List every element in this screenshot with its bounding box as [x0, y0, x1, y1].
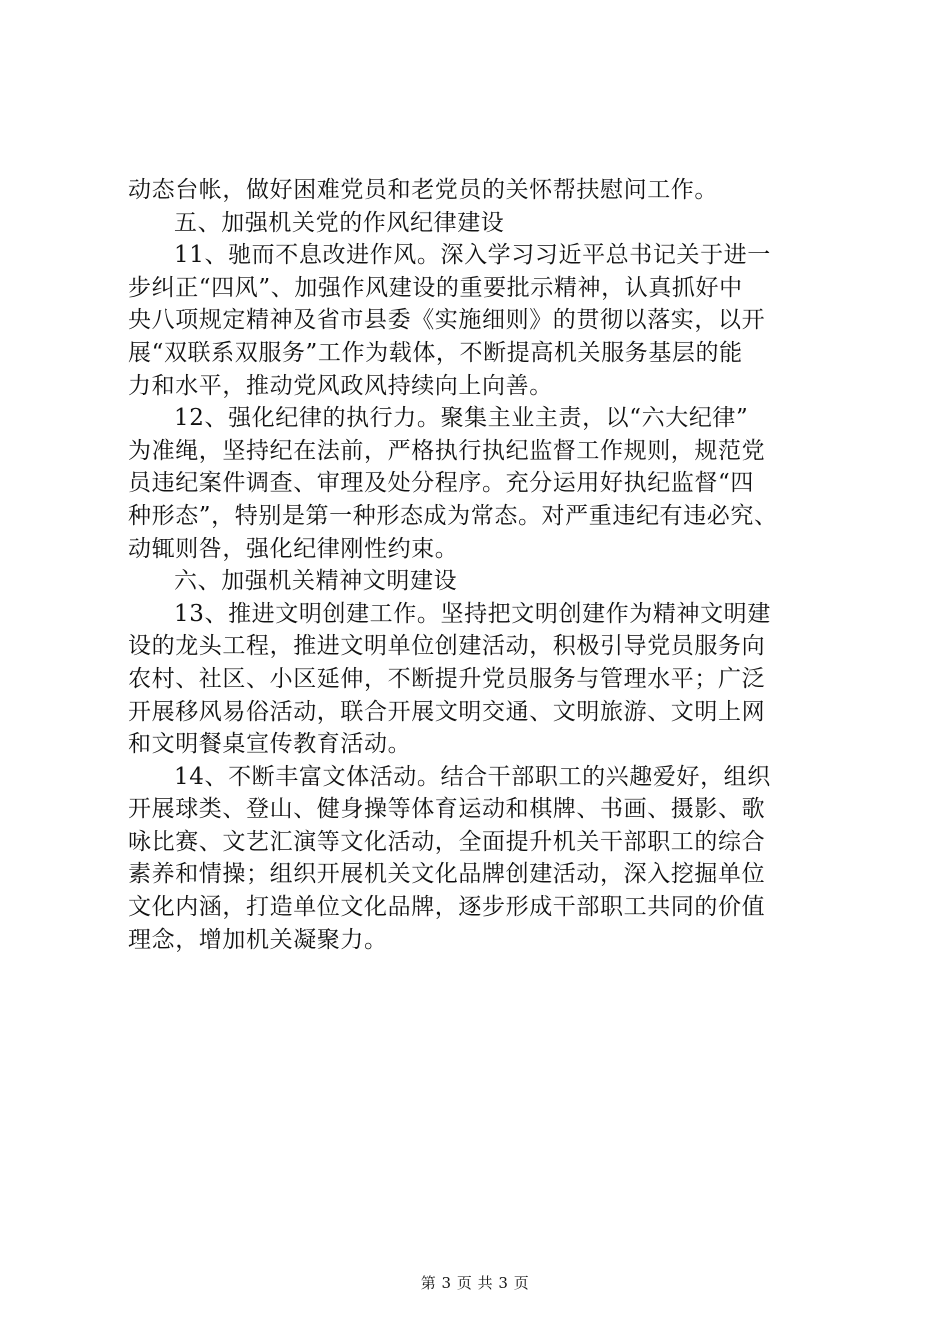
text-line: 动态台帐，做好困难党员和老党员的关怀帮扶慰问工作。: [128, 177, 718, 203]
text-line: 为准绳，坚持纪在法前，严格执行执纪监督工作规则，规范党: [128, 437, 766, 464]
paragraph-start: 14、不断丰富文体活动。结合干部职工的兴趣爱好，组织: [174, 763, 771, 790]
paragraph-start: 11、驰而不息改进作风。深入学习习近平总书记关于进一: [174, 242, 771, 269]
text-line: 理念，增加机关凝聚力。: [128, 926, 388, 953]
text-line: 开展移风易俗活动，联合开展文明交通、文明旅游、文明上网: [128, 698, 766, 725]
text-line: 农村、社区、小区延伸，不断提升党员服务与管理水平；广泛: [128, 665, 766, 692]
paragraph-start: 12、强化纪律的执行力。聚集主业主责，以“六大纪律”: [174, 405, 749, 432]
page-number-footer: 第 3 页 共 3 页: [420, 1274, 530, 1292]
section-heading: 五、加强机关党的作风纪律建设: [174, 209, 505, 236]
text-line: 开展球类、登山、健身操等体育运动和棋牌、书画、摄影、歌: [128, 796, 766, 823]
section-heading: 六、加强机关精神文明建设: [174, 568, 458, 595]
paragraph-start: 13、推进文明创建工作。坚持把文明创建作为精神文明建: [174, 600, 771, 627]
text-line: 动辄则咎，强化纪律刚性约束。: [128, 535, 459, 562]
text-line: 展“双联系双服务”工作为载体，不断提高机关服务基层的能: [128, 339, 743, 366]
text-line: 力和水平，推动党风政风持续向上向善。: [128, 372, 553, 399]
text-line: 素养和情操；组织开展机关文化品牌创建活动，深入挖掘单位: [128, 861, 766, 888]
text-line: 员违纪案件调查、审理及处分程序。充分运用好执纪监督“四: [128, 470, 754, 497]
text-line: 步纠正“四风”、加强作风建设的重要批示精神，认真抓好中: [128, 274, 743, 301]
text-line: 和文明餐桌宣传教育活动。: [128, 731, 412, 758]
text-line: 央八项规定精神及省市县委《实施细则》的贯彻以落实，以开: [128, 307, 766, 334]
text-line: 文化内涵，打造单位文化品牌，逐步形成干部职工共同的价值: [128, 894, 766, 921]
text-line: 设的龙头工程，推进文明单位创建活动，积极引导党员服务向: [128, 633, 766, 660]
text-line: 咏比赛、文艺汇演等文化活动，全面提升机关干部职工的综合: [128, 828, 766, 855]
text-line: 种形态”，特别是第一种形态成为常态。对严重违纪有违必究、: [128, 502, 778, 529]
document-body: [128, 174, 828, 956]
